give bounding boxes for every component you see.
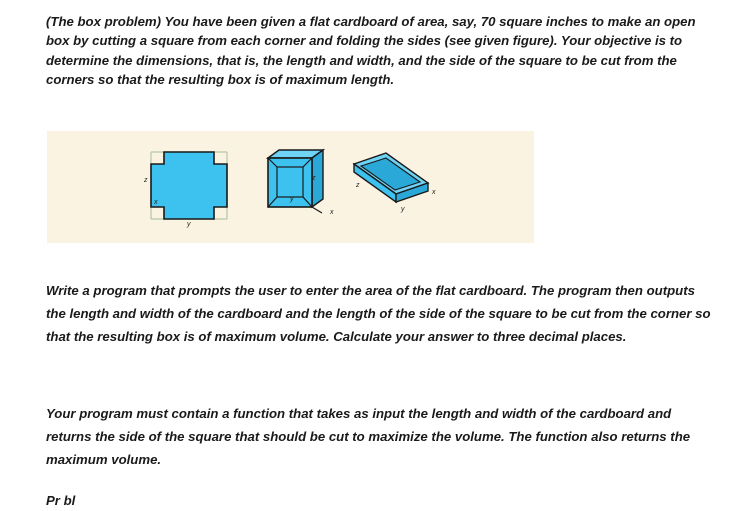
label-y-box: y (401, 206, 405, 213)
label-y-flat: y (187, 221, 191, 228)
label-x-folding: x (330, 209, 334, 216)
requirement-paragraph: Your program must contain a function that takes as input the length and width of the cardboard and returns the side of the square that should be cut to maximize the volume. The function also returns the maximum volume. (46, 406, 691, 468)
box-figure-svg (47, 131, 534, 243)
open-box-shape (354, 153, 428, 202)
cut-off-heading: Pr bl (46, 493, 76, 508)
problem-intro-paragraph: (The box problem) You have been given a flat cardboard of area, say, 70 square inches to make an open box by cutting a square from each corner and folding the sides (see given figure). Your objective is to determine the dimensions, that is, the length and width, and the side of the square to be cut from the corners so that the resulting box is of maximum length. (46, 14, 696, 87)
label-z-folding: z (312, 175, 316, 182)
label-x-box: x (432, 189, 436, 196)
box-figure (47, 131, 534, 243)
label-z-box: z (356, 182, 360, 189)
label-x-flat: x (154, 199, 158, 206)
label-z-flat: z (144, 177, 148, 184)
flat-cardboard-shape (151, 152, 227, 219)
label-y-folding: y (290, 196, 294, 203)
task-paragraph: Write a program that prompts the user to enter the area of the flat cardboard. The program then outputs the length and width of the cardboard and the length of the side of the square to be cut from the corner so that the resulting box is of maximum volume. Calculate your answer to three decimal places. (46, 283, 711, 345)
